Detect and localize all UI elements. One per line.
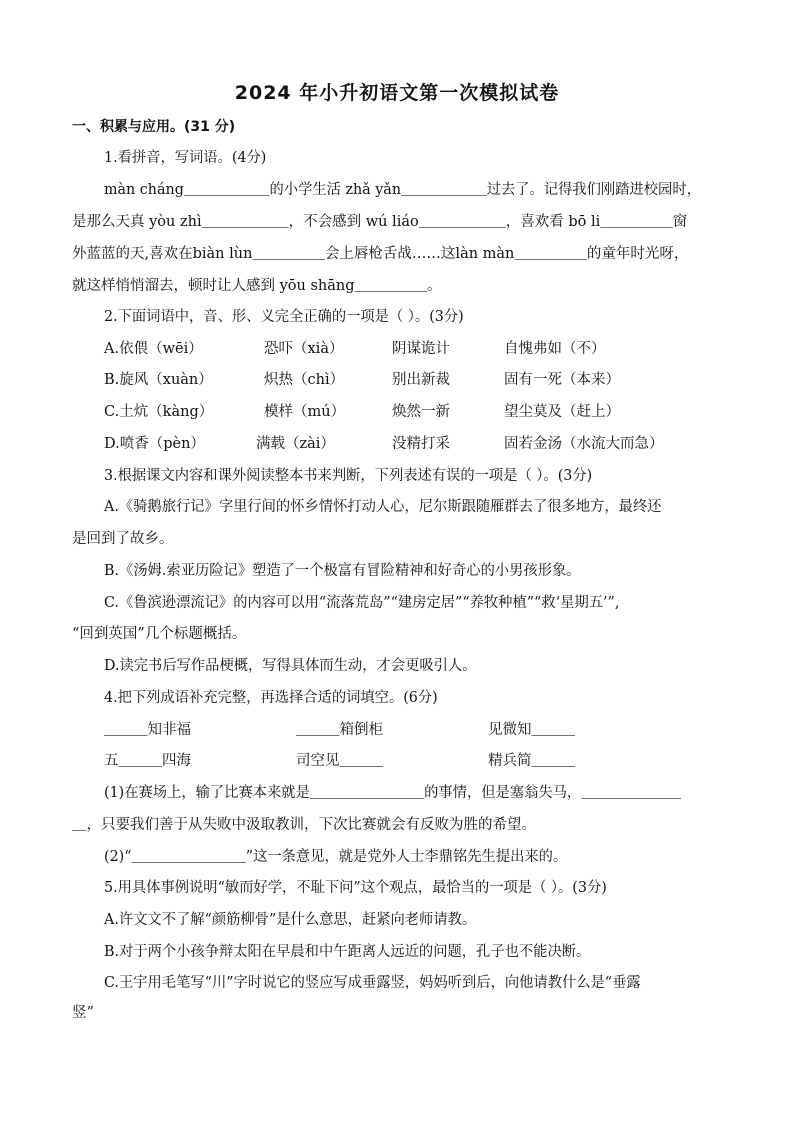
option-b-word-2: 炽热（chì） [264,372,345,388]
option-b-word-3: 别出新裁 [392,372,450,388]
option-c-text: C.《鲁滨逊漂流记》的内容可以用“流落荒岛”“建房定居”“养牧种植”“救‘星期五’”, [104,595,620,611]
option-a-word-1: A.依偎（wēi） [104,341,203,357]
question-4-sentence-2: (2)“＿＿＿＿＿＿＿＿”这一条意见，就是党外人士李鼎铭先生提出来的。 [104,849,568,865]
option-c-word-2: 模样（mú） [264,404,346,420]
question-1-stem: 1.看拼音，写词语。(4分) [104,150,267,166]
question-1-line: 外蓝蓝的天,喜欢在biàn lùn＿＿＿＿＿会上唇枪舌战……这làn màn＿＿＿＿＿的童年时光呀， [72,246,689,262]
option-c-word-4: 望尘莫及（赶上） [504,404,620,420]
option-c-text: C.王宇用毛笔写“川”字时说它的竖应写成垂露竖，妈妈听到后，向他请教什么是“垂露 [104,975,641,991]
idiom-blank: 见微知＿＿＿ [488,722,575,738]
option-a-text: A.《骑鹅旅行记》字里行间的怀乡情怀打动人心，尼尔斯跟随雁群去了很多地方，最终还 [104,499,662,515]
option-c-word-3: 焕然一新 [392,404,450,420]
option-d-text: D.读完书后写作品梗概，写得具体而生动，才会更吸引人。 [104,658,477,674]
option-b-text: B.对于两个小孩争辩太阳在早晨和中午距离人远近的问题，孔子也不能决断。 [104,944,591,960]
option-b-word-1: B.旋风（xuàn） [104,372,213,388]
option-c-text-cont: “回到英国”几个标题概括。 [72,626,247,642]
section-heading: 一、积累与应用。(31 分) [72,119,236,135]
question-5-stem: 5.用具体事例说明“敏而好学，不耻下问”这个观点，最恰当的一项是（ ）。(3分) [104,880,607,896]
option-d-word-1: D.喷香（pèn） [104,436,205,452]
page-title: 2024 年小升初语文第一次模拟试卷 [234,82,560,104]
question-1-line: màn cháng＿＿＿＿＿＿的小学生活 zhǎ yǎn＿＿＿＿＿＿过去了。记得我们刚踏进校园时， [104,182,701,198]
question-1-line: 是那么天真 yòu zhì＿＿＿＿＿＿，不会感到 wú liáo＿＿＿＿＿＿，喜欢看 bō li＿＿＿＿＿窗 [72,214,688,230]
option-d-word-4: 固若金汤（水流大而急） [504,436,664,452]
idiom-blank: ＿＿＿知非福 [104,722,191,738]
option-a-word-4: 自愧弗如（不） [504,341,606,357]
option-b-text: B.《汤姆.索亚历险记》塑造了一个极富有冒险精神和好奇心的小男孩形象。 [104,563,581,579]
question-4-sentence-1-cont: ＿，只要我们善于从失败中汲取教训，下次比赛就会有反败为胜的希望。 [72,817,536,833]
option-a-word-3: 阴谋诡计 [392,341,450,357]
idiom-blank: ＿＿＿箱倒柜 [296,722,383,738]
option-c-text-cont: 竖” [72,1005,94,1021]
option-b-word-4: 固有一死（本来） [504,372,620,388]
question-4-sentence-1: (1)在赛场上，输了比赛本来就是＿＿＿＿＿＿＿＿的事情，但是塞翁失马，＿＿＿＿＿＿＿ [104,785,682,801]
option-a-text-cont: 是回到了故乡。 [72,531,174,547]
option-a-text: A.许文文不了解“颜筋柳骨”是什么意思，赶紧向老师请教。 [104,912,477,928]
option-d-word-3: 没精打采 [392,436,450,452]
idiom-blank: 司空见＿＿＿ [296,753,383,769]
option-c-word-1: C.土炕（kàng） [104,404,214,420]
option-a-word-2: 恐吓（xià） [264,341,344,357]
option-d-word-2: 满载（zài） [256,436,335,452]
question-1-line: 就这样悄悄溜去，顿时让人感到 yōu shāng＿＿＿＿＿。 [72,278,442,294]
question-4-stem: 4.把下列成语补充完整，再选择合适的词填空。(6分) [104,690,438,706]
question-3-stem: 3.根据课文内容和课外阅读整本书来判断，下列表述有误的一项是（ ）。(3分) [104,468,593,484]
idiom-blank: 五＿＿＿四海 [104,753,191,769]
question-2-stem: 2.下面词语中，音、形、义完全正确的一项是（ ）。(3分) [104,309,464,325]
idiom-blank: 精兵简＿＿＿ [488,753,575,769]
